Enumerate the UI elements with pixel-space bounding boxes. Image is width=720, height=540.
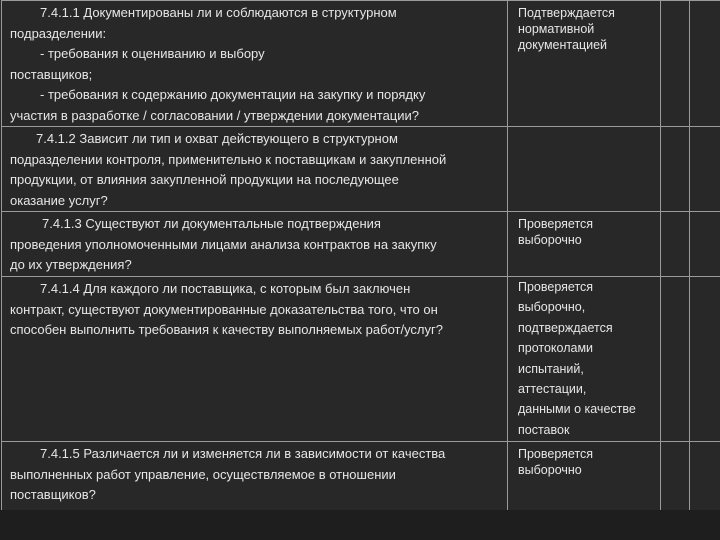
- question-cell: [2, 127, 508, 212]
- table-row: [2, 277, 720, 442]
- question-cell: [2, 212, 508, 277]
- question-line: оказание услуг?: [10, 192, 108, 208]
- question-line: подразделении контроля, применительно к поставщикам и закупленной: [10, 151, 447, 167]
- empty-cell: [661, 1, 690, 127]
- note-line: подтверждается: [518, 320, 613, 335]
- note-line: протоколами: [518, 341, 594, 356]
- empty-cell: [690, 442, 720, 512]
- audit-checklist-table: [1, 0, 720, 512]
- question-line: контракт, существуют документированные доказательства того, что он: [10, 301, 438, 317]
- note-line: поставок: [518, 422, 570, 437]
- question-cell: [2, 277, 508, 442]
- question-line: 7.4.1.5 Различается ли и изменяется ли в зависимости от качества: [40, 446, 446, 461]
- empty-cell: [690, 1, 720, 127]
- question-line: поставщиков;: [10, 66, 93, 82]
- note-cell: Подтверждается нормативной документацией: [508, 1, 661, 127]
- note-cell: [508, 277, 661, 442]
- question-line: поставщиков?: [10, 487, 96, 502]
- question-line: 7.4.1.1 Документированы ли и соблюдаются в структурном: [40, 5, 397, 20]
- table-row: [2, 127, 720, 212]
- question-line: 7.4.1.4 Для каждого ли поставщика, с которым был заключен: [40, 281, 411, 296]
- note-cell: Проверяется выборочно: [508, 212, 661, 277]
- empty-cell: [661, 127, 690, 212]
- table-row: [2, 442, 720, 512]
- empty-cell: [661, 442, 690, 512]
- empty-cell: [661, 212, 690, 277]
- question-line: выполненных работ управление, осуществляемое в отношении: [10, 466, 396, 482]
- note-line: испытаний,: [518, 361, 584, 376]
- question-line: - требования к содержанию документации на закупку и порядку: [40, 87, 426, 102]
- question-line: - требования к оцениванию и выбору: [40, 46, 265, 61]
- note-line: аттестации,: [518, 382, 587, 397]
- question-line: участия в разработке / согласовании / утверждении документации?: [10, 107, 420, 123]
- question-cell: [2, 1, 508, 127]
- empty-cell: [690, 127, 720, 212]
- question-line: подразделении:: [10, 25, 107, 41]
- empty-cell: [661, 277, 690, 442]
- empty-cell: [690, 277, 720, 442]
- question-line: продукции, от влияния закупленной продукции на последующее: [10, 172, 399, 187]
- empty-cell: [690, 212, 720, 277]
- note-cell: Проверяется выборочно: [508, 442, 661, 512]
- table-row: [2, 1, 720, 127]
- question-line: 7.4.1.2 Зависит ли тип и охват действующего в структурном: [36, 131, 398, 146]
- note-line: выборочно,: [518, 300, 586, 315]
- note-line: данными о качестве: [518, 402, 636, 417]
- note-line: Проверяется: [518, 280, 594, 294]
- question-cell: [2, 442, 508, 512]
- table-row: [2, 212, 720, 277]
- note-cell: [508, 127, 661, 212]
- slide-footer-area: [0, 510, 720, 540]
- question-line: до их утверждения?: [10, 257, 132, 272]
- question-line: проведения уполномоченными лицами анализа контрактов на закупку: [10, 236, 437, 252]
- question-line: способен выполнить требования к качеству выполняемых работ/услуг?: [10, 322, 443, 337]
- question-line: 7.4.1.3 Существуют ли документальные подтверждения: [42, 216, 381, 231]
